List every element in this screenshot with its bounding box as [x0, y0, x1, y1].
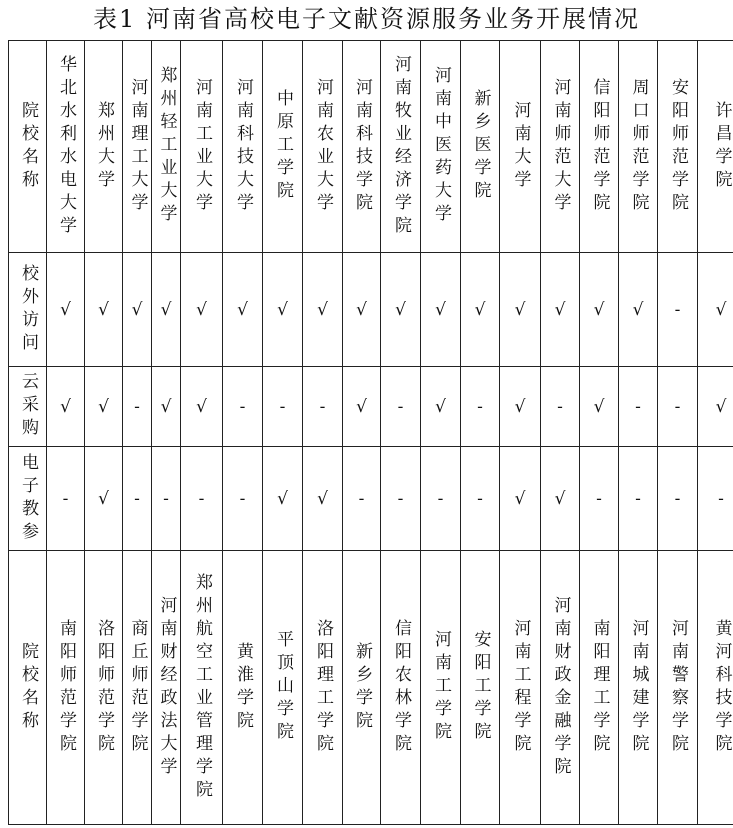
off-campus-mark: √ [381, 253, 421, 367]
school-row-1 [9, 41, 733, 253]
e-textbook-mark: √ [500, 447, 541, 551]
cloud-purchase-mark: √ [47, 367, 85, 447]
off-campus-row [9, 253, 733, 367]
e-textbook-row [9, 447, 733, 551]
cloud-purchase-mark: √ [500, 367, 541, 447]
e-textbook-mark: - [223, 447, 263, 551]
e-textbook-mark: - [181, 447, 223, 551]
school-name: 河南大学 [500, 41, 541, 253]
e-textbook-mark: - [343, 447, 381, 551]
school-name: 郑州轻工业大学 [152, 41, 181, 253]
school-name: 郑州航空工业管理学院 [181, 551, 223, 825]
e-textbook-mark: - [698, 447, 733, 551]
e-textbook-mark: - [658, 447, 698, 551]
school-name: 河南财政金融学院 [541, 551, 580, 825]
off-campus-mark: √ [152, 253, 181, 367]
school-name: 河南科技大学 [223, 41, 263, 253]
school-name: 南阳师范学院 [47, 551, 85, 825]
school-name: 河南警察学院 [658, 551, 698, 825]
school-name: 华北水利水电大学 [47, 41, 85, 253]
school-name: 河南工业大学 [181, 41, 223, 253]
cloud-purchase-row [9, 367, 733, 447]
school-name: 河南中医药大学 [421, 41, 461, 253]
school-row-2 [9, 551, 733, 825]
off-campus-mark: √ [263, 253, 303, 367]
school-name: 河南牧业经济学院 [381, 41, 421, 253]
off-campus-mark: √ [461, 253, 500, 367]
off-campus-mark: √ [181, 253, 223, 367]
school-name-header: 院校名称 [9, 551, 47, 825]
cloud-purchase-mark: - [381, 367, 421, 447]
school-name: 周口师范学院 [619, 41, 658, 253]
e-textbook-mark: √ [303, 447, 343, 551]
off-campus-mark: √ [580, 253, 619, 367]
off-campus-mark: √ [343, 253, 381, 367]
cloud-purchase-mark: √ [181, 367, 223, 447]
school-name: 郑州大学 [85, 41, 123, 253]
school-name: 河南科技学院 [343, 41, 381, 253]
school-name: 新乡医学院 [461, 41, 500, 253]
cloud-purchase-header: 云采购 [9, 367, 47, 447]
cloud-purchase-mark: √ [85, 367, 123, 447]
school-name: 河南财经政法大学 [152, 551, 181, 825]
off-campus-mark: √ [500, 253, 541, 367]
off-campus-mark: √ [123, 253, 152, 367]
off-campus-mark: √ [541, 253, 580, 367]
off-campus-mark: √ [85, 253, 123, 367]
cloud-purchase-mark: √ [343, 367, 381, 447]
cloud-purchase-mark: √ [421, 367, 461, 447]
e-textbook-mark: - [152, 447, 181, 551]
cloud-purchase-mark: √ [698, 367, 733, 447]
school-name: 河南师范大学 [541, 41, 580, 253]
school-name-header: 院校名称 [9, 41, 47, 253]
off-campus-mark: √ [47, 253, 85, 367]
school-name: 安阳工学院 [461, 551, 500, 825]
school-name: 河南工程学院 [500, 551, 541, 825]
cloud-purchase-mark: - [658, 367, 698, 447]
e-textbook-header: 电子教参 [9, 447, 47, 551]
school-name: 河南城建学院 [619, 551, 658, 825]
school-name: 信阳师范学院 [580, 41, 619, 253]
table-title: 表1 河南省高校电子文献资源服务业务开展情况 [93, 5, 640, 33]
school-name: 商丘师范学院 [123, 551, 152, 825]
school-name: 中原工学院 [263, 41, 303, 253]
e-textbook-mark: √ [541, 447, 580, 551]
school-name: 安阳师范学院 [658, 41, 698, 253]
school-name: 洛阳师范学院 [85, 551, 123, 825]
e-textbook-mark: - [381, 447, 421, 551]
off-campus-mark: √ [303, 253, 343, 367]
off-campus-mark: √ [619, 253, 658, 367]
e-textbook-mark: - [123, 447, 152, 551]
school-name: 洛阳理工学院 [303, 551, 343, 825]
school-name: 河南农业大学 [303, 41, 343, 253]
school-name: 平顶山学院 [263, 551, 303, 825]
school-name: 黄河科技学院 [698, 551, 733, 825]
school-name: 许昌学院 [698, 41, 733, 253]
school-name: 河南工学院 [421, 551, 461, 825]
cloud-purchase-mark: - [619, 367, 658, 447]
school-name: 信阳农林学院 [381, 551, 421, 825]
cloud-purchase-mark: - [461, 367, 500, 447]
school-name: 黄淮学院 [223, 551, 263, 825]
e-textbook-mark: √ [85, 447, 123, 551]
e-textbook-mark: - [619, 447, 658, 551]
school-name: 河南理工大学 [123, 41, 152, 253]
cloud-purchase-mark: - [223, 367, 263, 447]
off-campus-mark: - [658, 253, 698, 367]
cloud-purchase-mark: √ [580, 367, 619, 447]
e-textbook-mark: - [461, 447, 500, 551]
school-name: 新乡学院 [343, 551, 381, 825]
school-name: 南阳理工学院 [580, 551, 619, 825]
off-campus-mark: √ [421, 253, 461, 367]
e-textbook-mark: √ [263, 447, 303, 551]
cloud-purchase-mark: - [263, 367, 303, 447]
cloud-purchase-mark: - [303, 367, 343, 447]
off-campus-mark: √ [698, 253, 733, 367]
service-table [8, 40, 733, 825]
off-campus-header: 校外访问 [9, 253, 47, 367]
cloud-purchase-mark: - [541, 367, 580, 447]
off-campus-mark: √ [223, 253, 263, 367]
e-textbook-mark: - [421, 447, 461, 551]
e-textbook-mark: - [580, 447, 619, 551]
e-textbook-mark: - [47, 447, 85, 551]
cloud-purchase-mark: - [123, 367, 152, 447]
cloud-purchase-mark: √ [152, 367, 181, 447]
